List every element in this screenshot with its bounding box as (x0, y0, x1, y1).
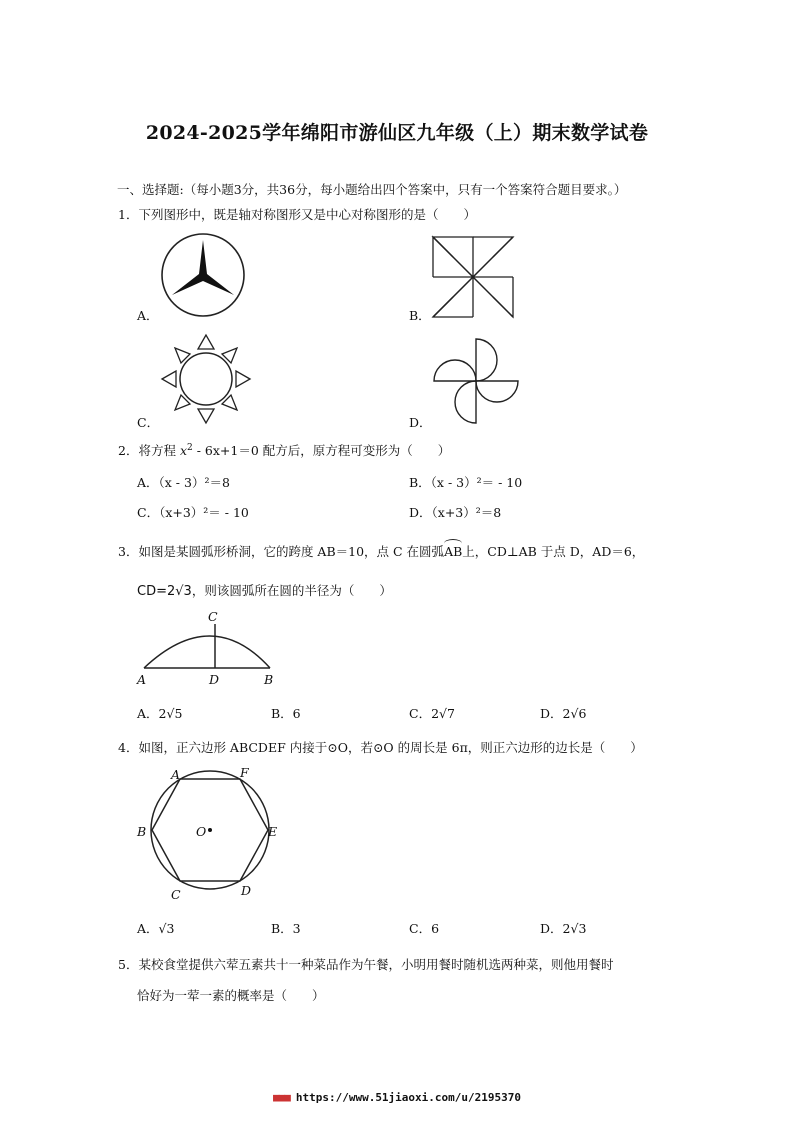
question-3-stem-line1 (118, 542, 644, 560)
q3-label-a: A (137, 672, 147, 687)
q4-option-b[interactable]: B．3 (271, 921, 301, 936)
figure-1a-star-circle (160, 232, 246, 318)
q3-arc-ab (444, 544, 462, 559)
question-5-stem-line1: 5．某校食堂提供六荤五素共十一种菜品作为午餐，小明用餐时随机选两种菜，则他用餐时 (118, 957, 614, 972)
q3-stem1-a: 3．如图是某圆弧形桥洞，它的跨度 AB＝10，点 C 在圆弧 (118, 544, 445, 559)
q4-label-e: E (268, 824, 278, 839)
q2-stem-post: - 6x+1＝0 配方后，原方程可变形为（ ） (192, 443, 451, 458)
q4-label-f: F (240, 765, 249, 780)
question-1-stem: 1．下列图形中，既是轴对称图形又是中心对称图形的是（ ） (118, 207, 476, 222)
q3-cd-expression: CD=2√3 (137, 584, 192, 599)
q4-option-d[interactable]: D．2√3 (540, 921, 587, 936)
footer (0, 1091, 794, 1104)
q2-stem-sup: 2 (187, 442, 193, 453)
q3-option-c[interactable]: C．2√7 (409, 706, 455, 721)
q3-option-b[interactable]: B．6 (271, 706, 301, 721)
q4-option-c[interactable]: C．6 (409, 921, 440, 936)
q2-stem-var: x (179, 443, 187, 458)
q3-option-d[interactable]: D．2√6 (540, 706, 587, 721)
q2-option-d[interactable]: D．（x+3）²＝8 (409, 505, 502, 520)
figure-1b-pinwheel (432, 236, 514, 318)
q2-option-b[interactable]: B．（x - 3）²＝ - 10 (409, 475, 523, 490)
q1-option-d-label[interactable]: D． (409, 415, 432, 430)
q4-label-a: A (171, 767, 181, 782)
q1-option-c-label[interactable]: C． (137, 415, 160, 430)
figure-1d-quarter-fan (432, 337, 520, 425)
q3-label-c: C (208, 609, 218, 624)
q3-label-b: B (264, 672, 274, 687)
page-title: 2024-2025学年绵阳市游仙区九年级（上）期末数学试卷 (145, 122, 649, 144)
q3-stem1-b: 上，CD⊥AB 于点 D，AD＝6， (462, 544, 645, 559)
footer-url[interactable]: https://www.51jiaoxi.com/u/2195370 (295, 1091, 522, 1104)
q2-option-c[interactable]: C．（x+3）²＝ - 10 (137, 505, 249, 520)
q3-stem2-text: ，则该圆弧所在圆的半径为（ ） (191, 583, 392, 598)
q3-arc-label: AB (444, 544, 463, 559)
q4-label-c: C (171, 887, 181, 902)
q2-option-a[interactable]: A．（x - 3）²＝8 (137, 475, 230, 490)
question-5-stem-line2: 恰好为一荤一素的概率是（ ） (137, 988, 325, 1003)
q3-label-d: D (209, 672, 220, 687)
figure-1c-sun (160, 333, 252, 425)
arc-symbol (444, 539, 462, 548)
q4-label-d: D (241, 883, 252, 898)
question-3-stem-line2 (137, 581, 392, 599)
question-2-stem (118, 441, 450, 459)
q1-option-a-label[interactable]: A． (137, 308, 159, 323)
figure-4-hexagon-circle (148, 767, 272, 891)
q4-option-a[interactable]: A．√3 (137, 921, 175, 936)
q4-label-b: B (137, 824, 147, 839)
section-heading: 一、选择题:（每小题3分，共36分，每小题给出四个答案中，只有一个答案符合题目要求。） (117, 182, 627, 197)
q3-option-a[interactable]: A．2√5 (137, 706, 183, 721)
q4-label-o: O (196, 824, 207, 839)
q1-option-b-label[interactable]: B． (409, 308, 431, 323)
question-4-stem: 4．如图，正六边形 ABCDEF 内接于⊙O，若⊙O 的周长是 6π，则正六边形的边长是（ ） (118, 740, 643, 755)
q2-stem-pre: 2．将方程 (118, 443, 180, 458)
footer-logo-mark: ■■■ (272, 1091, 290, 1104)
